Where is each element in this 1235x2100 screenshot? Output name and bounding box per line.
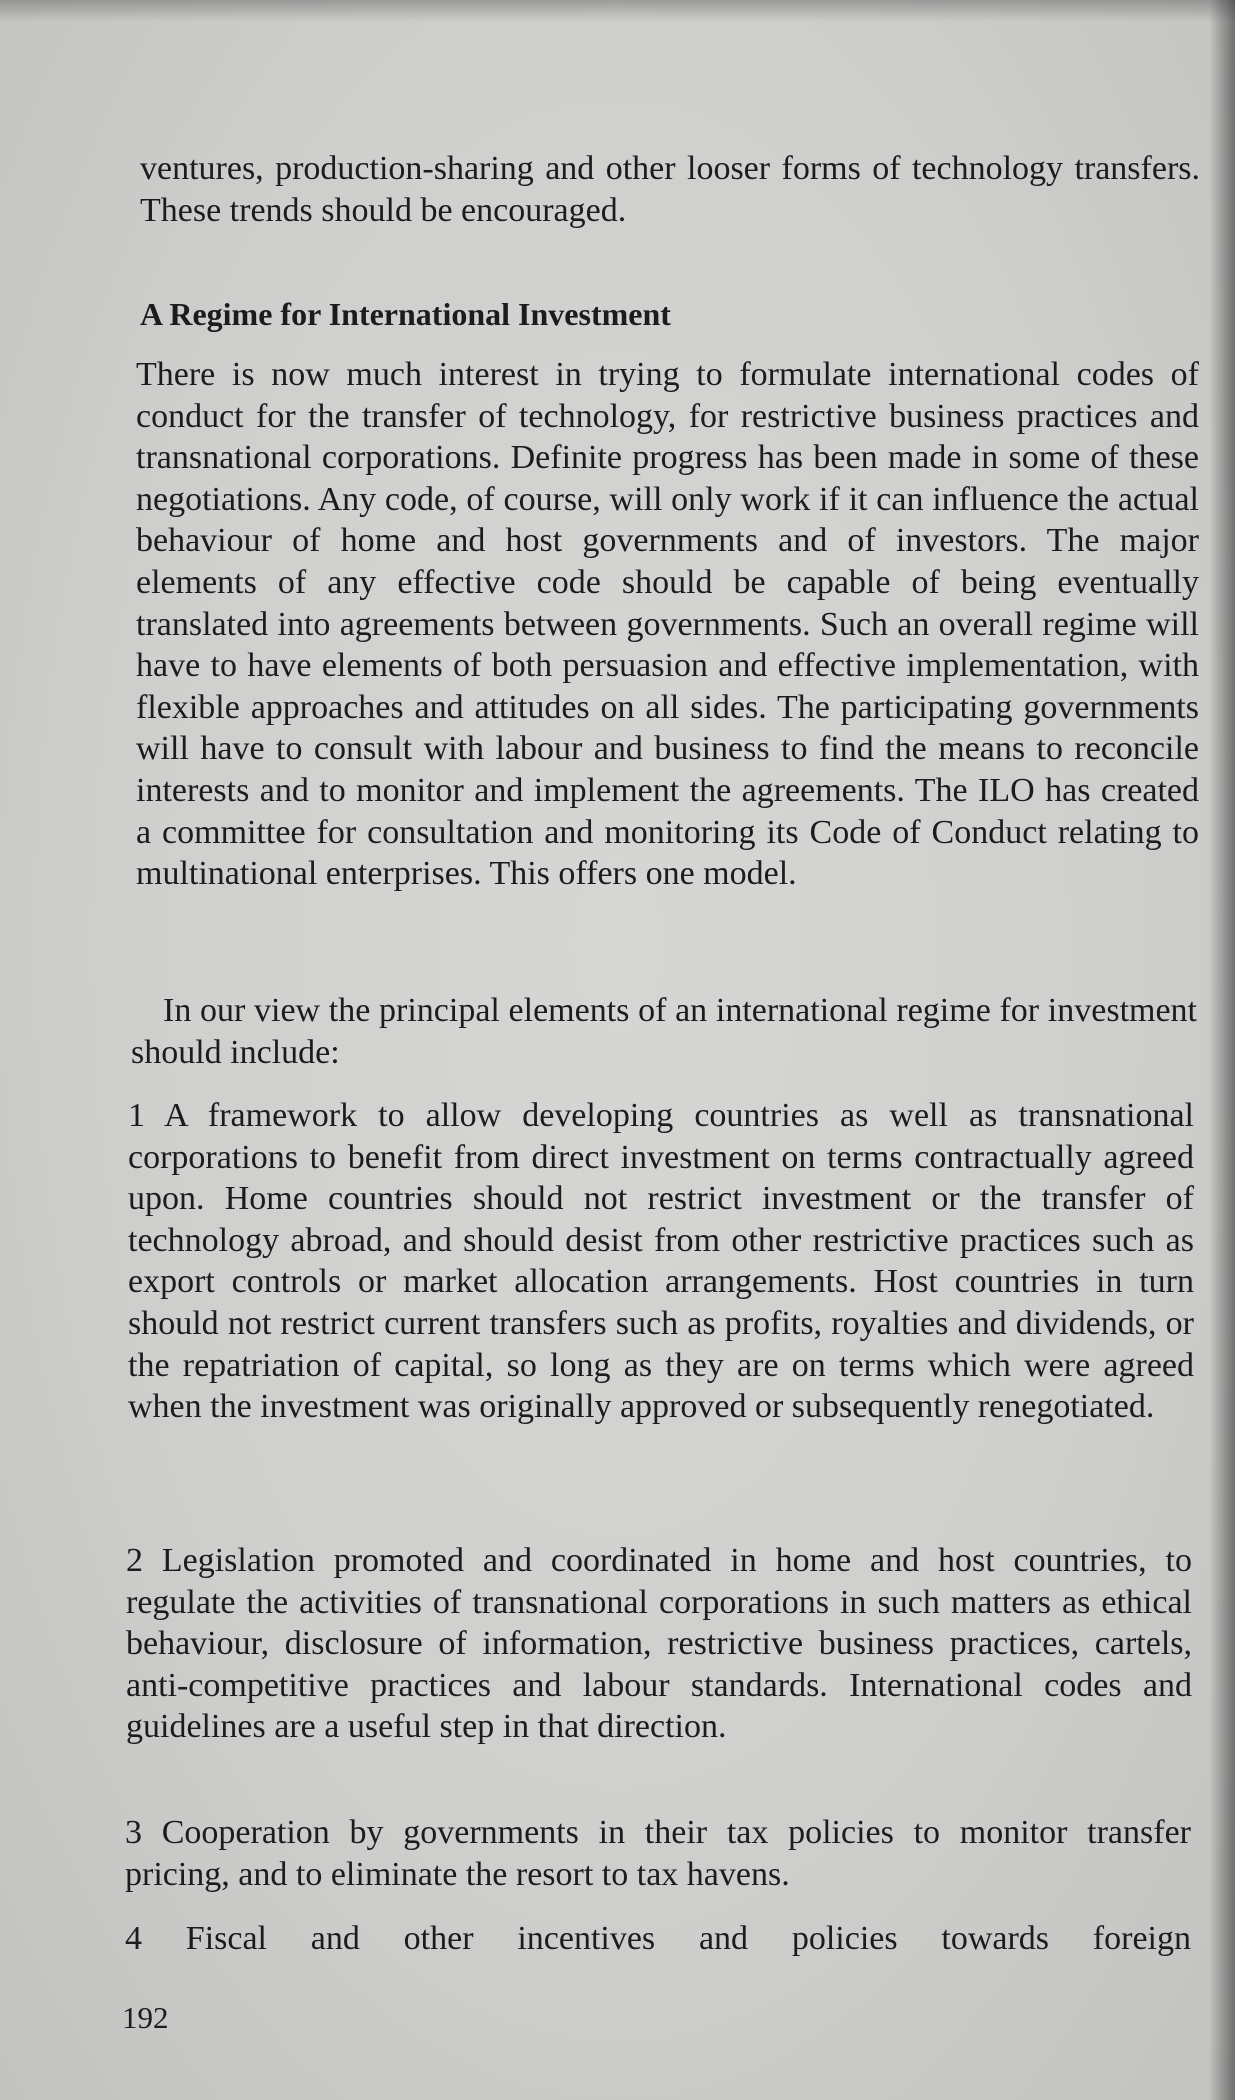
intro-paragraph: ventures, production-sharing and other looser forms of technology transfers. These trends should be encouraged. [140, 150, 1200, 229]
list-item-1: 1 A framework to allow developing countries as well as transnational corporations to benefit from direct investment on terms contractually agreed upon. Home countries should not restrict investment or the transfer of technology abroad, and should desist from other restrictive practices such as export controls or market allocation arrangements. Host countries in turn should not restrict current transfers such as profits, royalties and dividends, or the repatriation of capital, so long as they are on terms which were agreed when the investment was originally approved or subsequently renegotiated. [128, 1097, 1194, 1426]
paragraph-regime-intro: There is now much interest in trying to formulate international codes of conduct for the transfer of technology, for restrictive business practices and transnational corporations. Definite progress has been made in some of these negotiations. Any code, of course, will only work if it can influence the actual behaviour of home and host governments and of investors. The major elements of any effective code should be capable of being eventually translated into agreements between governments. Such an overall regime will have to have elements of both persuasion and effective implementation, with flexible approaches and attitudes on all sides. The participating governments will have to consult with labour and business to find the means to reconcile interests and to monitor and implement the agreements. The ILO has created a committee for consultation and monitoring its Code of Conduct relating to multinational enterprises. This offers one model. [136, 356, 1199, 893]
section-heading: A Regime for International Investment [140, 296, 671, 332]
paragraph-principal-elements: In our view the principal elements of an international regime for investment should include: [131, 992, 1197, 1071]
page-top-shadow [0, 0, 1235, 22]
list-item-4: 4 Fiscal and other incentives and policies towards foreign [125, 1920, 1191, 1957]
page-gutter-shadow [1209, 0, 1235, 2100]
list-item-3: 3 Cooperation by governments in their tax policies to monitor transfer pricing, and to eliminate the resort to tax havens. [125, 1814, 1191, 1893]
list-item-2: 2 Legislation promoted and coordinated in home and host countries, to regulate the activities of transnational corporations in such matters as ethical behaviour, disclosure of information, restrictive business practices, cartels, anti-competitive practices and labour standards. International codes and guidelines are a useful step in that direction. [126, 1542, 1192, 1746]
page-number: 192 [122, 2000, 169, 2035]
